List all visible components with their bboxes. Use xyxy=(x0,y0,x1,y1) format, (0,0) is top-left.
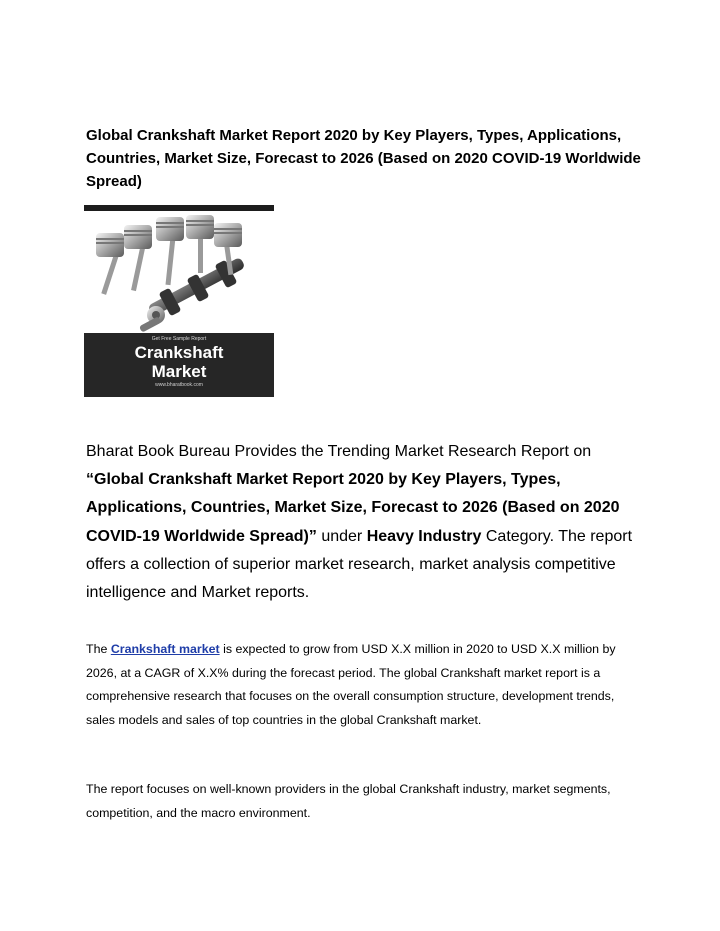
crankshaft-pistons-icon xyxy=(84,211,274,333)
crankshaft-market-link[interactable]: Crankshaft market xyxy=(110,642,220,656)
intro-lead: Bharat Book Bureau Provides the Trending Market Research Report on xyxy=(86,443,592,460)
market-prefix: The xyxy=(86,642,108,656)
report-title: Global Crankshaft Market Report 2020 by Key Players, Types, Applications, Countries, Market Size, Forecast to 2026 (Based on 2020 COVID-19 Worldwide Spread) xyxy=(86,127,641,190)
intro-quoted-title: “Global Crankshaft Market Report 2020 by Key Players, Types, Applications, Countries, Market Size, Forecast to 2026 (Based on 2020 COVID-19 Worldwide Spread)” xyxy=(86,471,620,545)
banner-sample-text: Get Free Sample Report xyxy=(151,336,207,342)
intro-tail: The report offers a collection of superior market research, market analysis competitive intelligence and Market reports. xyxy=(86,527,633,602)
banner-url: www.bharatbook.com xyxy=(155,382,203,388)
intro-paragraph xyxy=(86,438,646,607)
banner-title-line2: Market xyxy=(151,362,207,381)
report-banner-image xyxy=(84,205,274,397)
intro-category: Heavy Industry xyxy=(366,527,482,545)
market-rest: is expected to grow from USD X.X million in 2020 to USD X.X million by 2026, at a CAGR of X.X% during the forecast period. The global Crankshaft market report is a comprehensive research that focuses on the overall consumption structure, development trends, sales models and sales of top countries in the global Crankshaft market. xyxy=(86,642,616,728)
intro-category-suffix: Category. xyxy=(485,527,555,545)
banner-caption xyxy=(84,333,274,397)
providers-paragraph: The report focuses on well-known providers in the global Crankshaft industry, market segments, competition, and the macro environment. xyxy=(86,782,611,820)
market-paragraph xyxy=(86,638,646,733)
banner-title-line1: Crankshaft xyxy=(134,343,224,362)
intro-under: under xyxy=(321,527,363,545)
